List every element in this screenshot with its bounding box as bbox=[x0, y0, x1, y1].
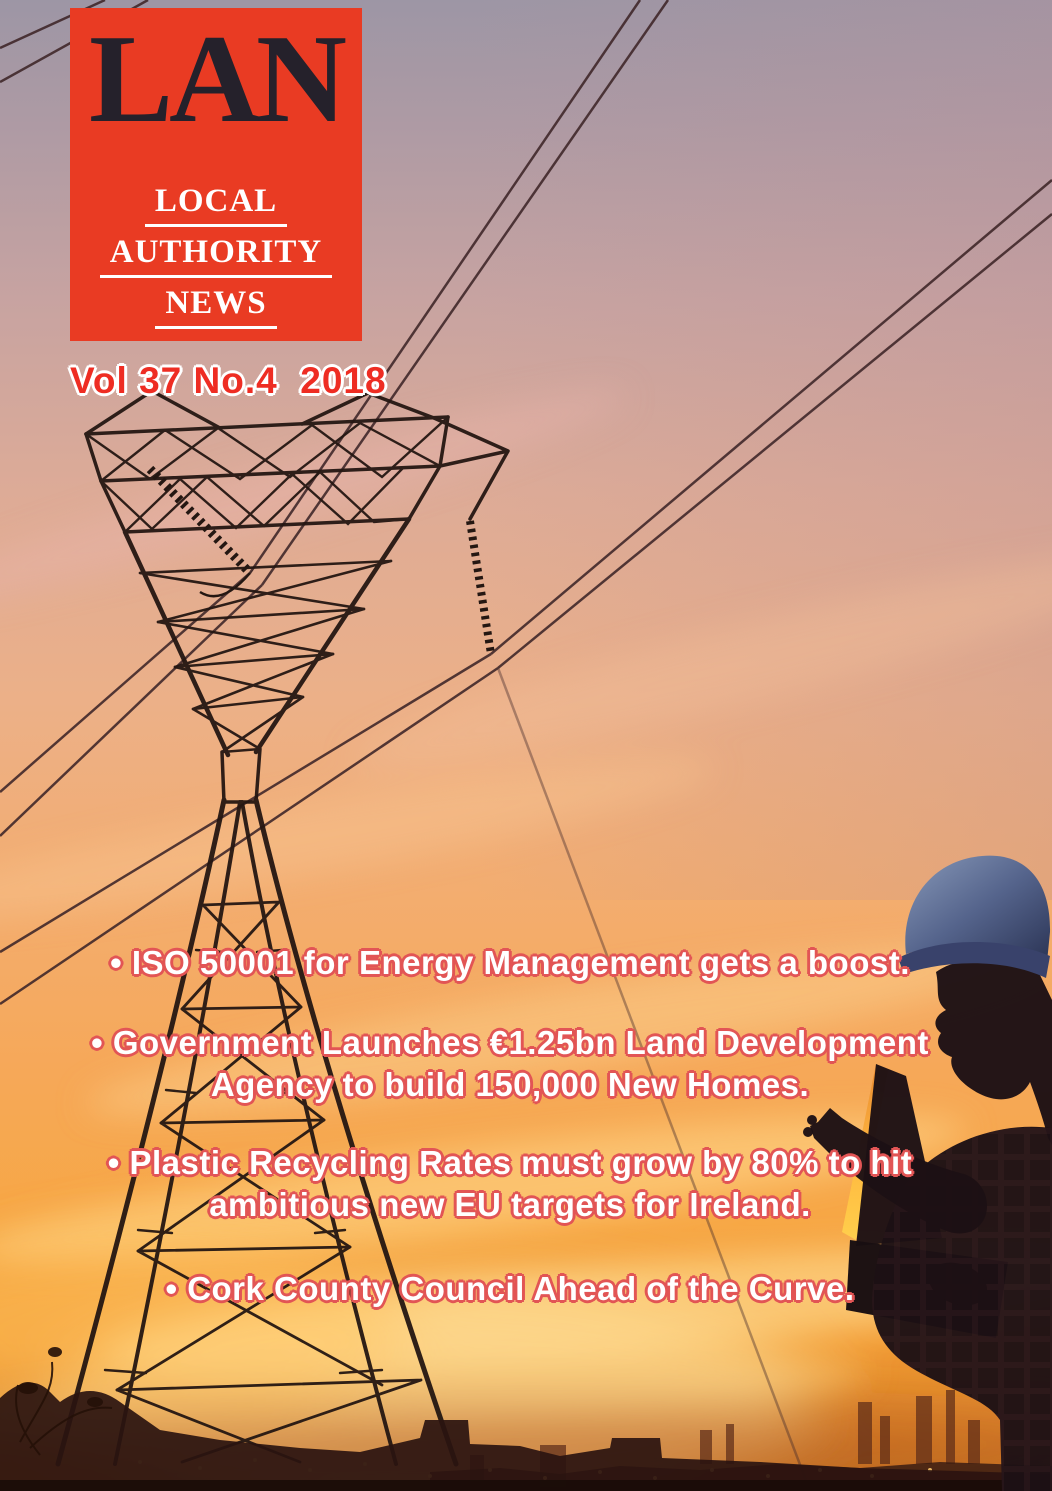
masthead-line-label: NEWS bbox=[155, 286, 276, 329]
headline-iso50001 bbox=[0, 942, 1020, 984]
masthead-line-label: LOCAL bbox=[145, 184, 287, 227]
headline-text: • Plastic Recycling Rates must grow by 80% to hit bbox=[107, 1144, 913, 1181]
masthead-line-label: AUTHORITY bbox=[100, 235, 333, 278]
headline-text: Agency to build 150,000 New Homes. bbox=[210, 1066, 810, 1103]
headline-plastic-recycling bbox=[0, 1142, 1020, 1226]
headline-text: ambitious new EU targets for Ireland. bbox=[209, 1186, 811, 1223]
masthead-line-news bbox=[155, 286, 276, 329]
headline-text: • ISO 50001 for Energy Management gets a boost. bbox=[110, 944, 910, 981]
headline-cork-county bbox=[0, 1268, 1020, 1310]
masthead-acronym: LAN bbox=[88, 10, 344, 149]
headline-text: • Cork County Council Ahead of the Curve. bbox=[165, 1270, 855, 1307]
issue-volume-line: Vol 37 No.4 2018 bbox=[70, 360, 387, 401]
masthead-box bbox=[70, 8, 362, 341]
masthead-line-local bbox=[145, 184, 287, 227]
headline-land-development bbox=[0, 1022, 1020, 1106]
masthead-line-authority bbox=[100, 235, 333, 278]
headline-text: • Government Launches €1.25bn Land Development bbox=[91, 1024, 929, 1061]
